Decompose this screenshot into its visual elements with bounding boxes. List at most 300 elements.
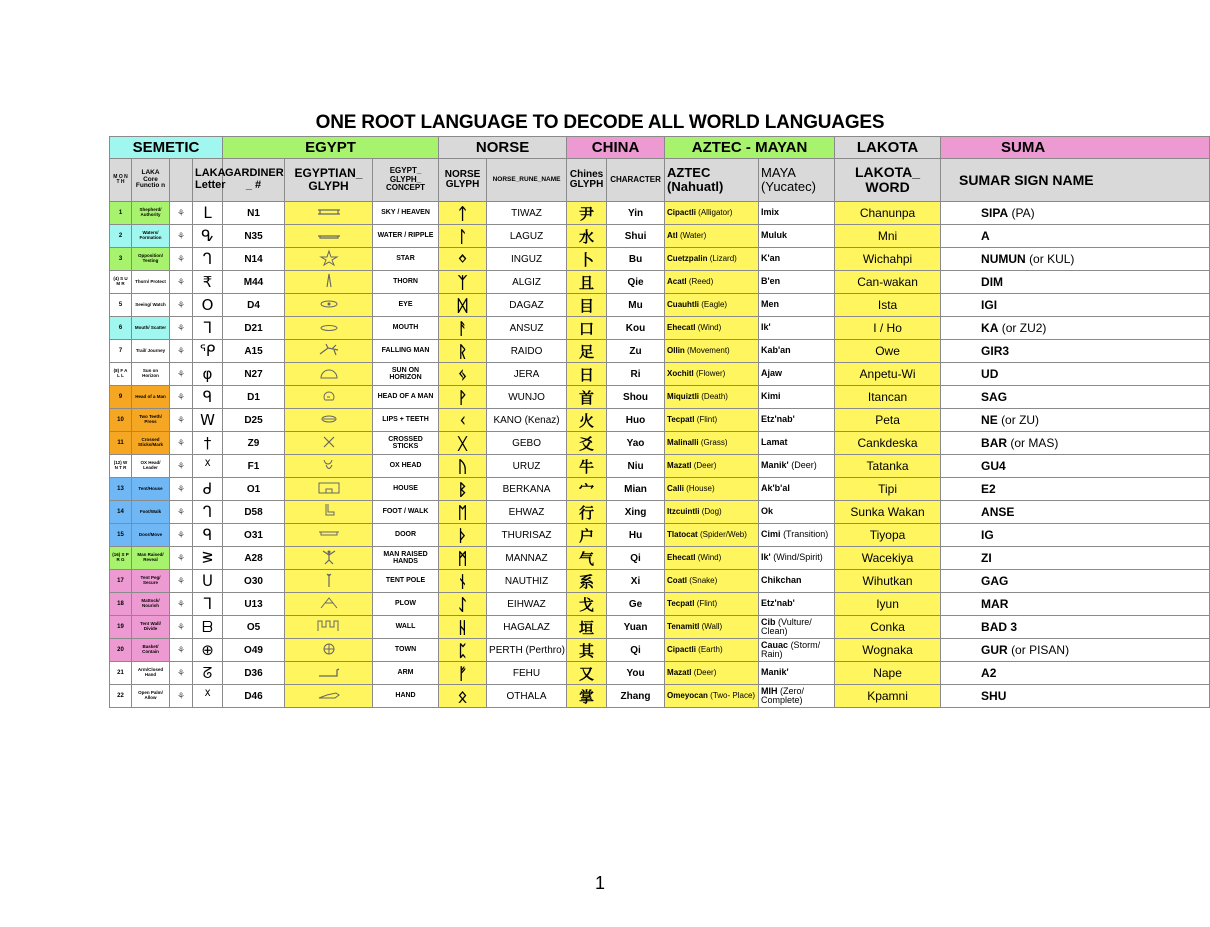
sumar-cell (941, 662, 1210, 685)
month-cell: 17 (110, 570, 132, 593)
core-function-icon: ⚘ (176, 529, 186, 540)
lakota-word-cell: Wacekiya (835, 547, 941, 570)
core-icon-cell (170, 317, 193, 340)
gardiner-cell: D25 (223, 409, 285, 432)
egyptian-glyph-cell (285, 386, 373, 409)
sumar-name: GIR3 (981, 344, 1010, 358)
laka-letter-cell: ᑫ (193, 386, 223, 409)
character-cell: Kou (607, 317, 665, 340)
sumar-note: (or ZU2) (1001, 321, 1047, 335)
rune-name-cell: DAGAZ (487, 294, 567, 317)
month-cell: 21 (110, 662, 132, 685)
core-icon-cell (170, 570, 193, 593)
character-cell: Yin (607, 202, 665, 225)
laka-letter-cell: ᑯ (193, 478, 223, 501)
aztec-cell (665, 593, 759, 616)
egyptian-glyph-cell (285, 593, 373, 616)
sumar-cell (941, 409, 1210, 432)
norse-glyph-cell: ᛜ (439, 248, 487, 271)
arm-glyph-icon (314, 664, 344, 680)
sumar-note: (or KUL) (1029, 252, 1075, 266)
house-glyph-icon (314, 480, 344, 496)
aztec-cell (665, 455, 759, 478)
laka-letter-cell: ᘔ (193, 662, 223, 685)
glyph-concept-cell: HOUSE (373, 478, 439, 501)
table-row (110, 478, 1210, 501)
aztec-name: Mazatl (667, 460, 692, 470)
page-title: ONE ROOT LANGUAGE TO DECODE ALL WORLD LANGUAGES (315, 112, 885, 133)
core-function-icon: ⚘ (176, 414, 186, 425)
head-glyph-icon (314, 388, 344, 404)
character-cell: Shui (607, 225, 665, 248)
maya-name: Muluk (761, 230, 788, 241)
laka-letter-cell: ᒉ (193, 501, 223, 524)
aztec-cell (665, 432, 759, 455)
core-function-icon: ⚘ (176, 667, 186, 678)
core-function-icon: ⚘ (176, 644, 186, 655)
maya-cell (759, 340, 835, 363)
maya-cell (759, 248, 835, 271)
mouth-glyph-icon (314, 319, 344, 335)
aztec-note: (Death) (701, 391, 728, 401)
chinese-glyph-cell: 又 (567, 662, 607, 685)
month-cell: 22 (110, 685, 132, 708)
rune-name-cell: ALGIZ (487, 271, 567, 294)
maya-note: (Deer) (791, 460, 817, 471)
core-function-cell: Seeing/ Watch (132, 294, 170, 317)
core-function-cell: Two Teeth/ Press (132, 409, 170, 432)
chinese-glyph-cell: 日 (567, 363, 607, 386)
table-row (110, 317, 1210, 340)
maya-cell (759, 225, 835, 248)
table-row (110, 547, 1210, 570)
maya-cell (759, 202, 835, 225)
gardiner-cell: O1 (223, 478, 285, 501)
aztec-name: Coatl (667, 575, 688, 585)
col-lakota-word: LAKOTA_ WORD (835, 159, 941, 202)
chinese-glyph-cell: 其 (567, 639, 607, 662)
water-glyph-icon (314, 227, 344, 243)
column-header-row (110, 159, 1210, 202)
egyptian-glyph-cell (285, 524, 373, 547)
chinese-glyph-cell: 尹 (567, 202, 607, 225)
month-cell: 5 (110, 294, 132, 317)
table-body (110, 202, 1210, 708)
gardiner-cell: N1 (223, 202, 285, 225)
maya-note: (Storm/ Rain) (761, 639, 821, 659)
chinese-glyph-cell: 戈 (567, 593, 607, 616)
table-row (110, 432, 1210, 455)
maya-cell (759, 547, 835, 570)
core-function-icon: ⚘ (176, 598, 186, 609)
sumar-cell (941, 478, 1210, 501)
core-function-cell: OX Head/ Leader (132, 455, 170, 478)
table-row (110, 501, 1210, 524)
core-function-cell: Crossed Sticks/Mark (132, 432, 170, 455)
core-function-cell: Mattock/ Nourish (132, 593, 170, 616)
chinese-glyph-cell: 首 (567, 386, 607, 409)
aztec-note: (Dog) (701, 506, 722, 516)
sumar-name: IG (981, 528, 994, 542)
glyph-concept-cell: HEAD OF A MAN (373, 386, 439, 409)
chinese-glyph-cell: 户 (567, 524, 607, 547)
core-icon-cell (170, 409, 193, 432)
month-cell: 1 (110, 202, 132, 225)
month-cell: 14 (110, 501, 132, 524)
aztec-name: Cuetzpalin (667, 253, 708, 263)
aztec-name: Itzcuintli (667, 506, 700, 516)
laka-letter-cell: † (193, 432, 223, 455)
glyph-concept-cell: DOOR (373, 524, 439, 547)
maya-note: (Zero/ Complete) (761, 685, 805, 705)
sumar-cell (941, 386, 1210, 409)
core-function-icon: ⚘ (176, 460, 186, 471)
ox-head-glyph-icon (314, 457, 344, 473)
core-function-cell: Thorn/ Protect (132, 271, 170, 294)
sumar-cell (941, 501, 1210, 524)
wall-glyph-icon (314, 618, 344, 634)
egyptian-glyph-cell (285, 363, 373, 386)
gardiner-cell: A15 (223, 340, 285, 363)
egyptian-glyph-cell (285, 547, 373, 570)
maya-cell (759, 685, 835, 708)
egyptian-glyph-cell (285, 685, 373, 708)
norse-glyph-cell: ᚢ (439, 455, 487, 478)
table-row (110, 570, 1210, 593)
eye-glyph-icon (314, 296, 344, 312)
character-cell: Bu (607, 248, 665, 271)
table-row (110, 662, 1210, 685)
aztec-name: Tecpatl (667, 598, 695, 608)
maya-name: Manik' (761, 667, 789, 678)
star-glyph-icon (314, 250, 344, 266)
norse-glyph-cell: ᛗ (439, 547, 487, 570)
sumar-cell (941, 639, 1210, 662)
core-function-icon: ⚘ (176, 230, 186, 241)
table-row (110, 294, 1210, 317)
maya-name: B'en (761, 276, 781, 287)
core-icon-cell (170, 386, 193, 409)
sumar-cell (941, 340, 1210, 363)
aztec-cell (665, 616, 759, 639)
aztec-cell (665, 340, 759, 363)
norse-glyph-cell: ᛞ (439, 294, 487, 317)
laka-letter-cell: ᕁ (193, 455, 223, 478)
sumar-name: GAG (981, 574, 1009, 588)
sumar-cell (941, 685, 1210, 708)
glyph-concept-cell: OX HEAD (373, 455, 439, 478)
gardiner-cell: D36 (223, 662, 285, 685)
character-cell: Huo (607, 409, 665, 432)
norse-glyph-cell: ᛒ (439, 478, 487, 501)
gardiner-cell: D21 (223, 317, 285, 340)
col-blank (170, 159, 193, 202)
group-egypt: EGYPT (223, 137, 439, 159)
table-row (110, 271, 1210, 294)
norse-glyph-cell: ᚨ (439, 317, 487, 340)
maya-name: Ak'b'al (761, 483, 790, 494)
lakota-word-cell: I / Ho (835, 317, 941, 340)
lakota-word-cell: Ista (835, 294, 941, 317)
gardiner-cell: O31 (223, 524, 285, 547)
aztec-cell (665, 662, 759, 685)
core-function-icon: ⚘ (176, 552, 186, 563)
norse-glyph-cell: ᚺ (439, 616, 487, 639)
month-cell: 11 (110, 432, 132, 455)
character-cell: Qi (607, 639, 665, 662)
maya-cell (759, 570, 835, 593)
laka-letter-cell: ᕁ (193, 685, 223, 708)
lakota-word-cell: Cankdeska (835, 432, 941, 455)
aztec-name: Atl (667, 230, 678, 240)
glyph-concept-cell: HAND (373, 685, 439, 708)
aztec-name: Acatl (667, 276, 687, 286)
character-cell: Xi (607, 570, 665, 593)
norse-glyph-cell: ᚱ (439, 340, 487, 363)
table-row (110, 248, 1210, 271)
aztec-cell (665, 639, 759, 662)
lakota-word-cell: Iyun (835, 593, 941, 616)
aztec-note: (House) (686, 483, 715, 493)
lakota-word-cell: Chanunpa (835, 202, 941, 225)
egyptian-glyph-cell (285, 340, 373, 363)
egyptian-glyph-cell (285, 662, 373, 685)
aztec-name: Mazatl (667, 667, 692, 677)
gardiner-cell: O49 (223, 639, 285, 662)
chinese-glyph-cell: 足 (567, 340, 607, 363)
maya-note: (Wind/Spirit) (773, 552, 823, 563)
rune-name-cell: KANO (Kenaz) (487, 409, 567, 432)
sumar-cell (941, 363, 1210, 386)
table-row (110, 524, 1210, 547)
maya-note: (Vulture/ Clean) (761, 616, 812, 636)
maya-note: (Transition) (783, 529, 829, 540)
gardiner-cell: U13 (223, 593, 285, 616)
col-chines-glyph: Chines GLYPH (567, 159, 607, 202)
maya-cell (759, 593, 835, 616)
aztec-note: (Earth) (698, 644, 723, 654)
egyptian-glyph-cell (285, 455, 373, 478)
col-norse-glyph: NORSE GLYPH (439, 159, 487, 202)
glyph-concept-cell: TOWN (373, 639, 439, 662)
maya-cell (759, 478, 835, 501)
aztec-cell (665, 409, 759, 432)
sumar-cell (941, 593, 1210, 616)
aztec-name: Omeyocan (667, 690, 708, 700)
core-function-cell: Arm/Closed Hand (132, 662, 170, 685)
aztec-note: (Deer) (693, 667, 717, 677)
laka-letter-cell: ᒉ (193, 248, 223, 271)
core-icon-cell (170, 524, 193, 547)
aztec-note: (Lizard) (709, 253, 737, 263)
character-cell: Zu (607, 340, 665, 363)
table-row (110, 386, 1210, 409)
door-glyph-icon (314, 526, 344, 542)
character-cell: Hu (607, 524, 665, 547)
gardiner-cell: D58 (223, 501, 285, 524)
maya-cell (759, 317, 835, 340)
maya-name: Kimi (761, 391, 781, 402)
rune-name-cell: LAGUZ (487, 225, 567, 248)
egyptian-glyph-cell (285, 409, 373, 432)
core-function-icon: ⚘ (176, 437, 186, 448)
sumar-name: KA (981, 321, 999, 335)
maya-name: Ik' (761, 552, 771, 563)
character-cell: Zhang (607, 685, 665, 708)
character-cell: You (607, 662, 665, 685)
laka-letter-cell: ᕴ (193, 225, 223, 248)
sumar-name: SAG (981, 390, 1008, 404)
language-table-viewport[interactable] (109, 136, 1094, 734)
aztec-name: Calli (667, 483, 684, 493)
norse-glyph-cell: ᚹ (439, 386, 487, 409)
egyptian-glyph-cell (285, 639, 373, 662)
core-function-icon: ⚘ (176, 483, 186, 494)
month-cell: 20 (110, 639, 132, 662)
lakota-word-cell: Itancan (835, 386, 941, 409)
month-cell: 6 (110, 317, 132, 340)
month-cell: 10 (110, 409, 132, 432)
aztec-cell (665, 685, 759, 708)
norse-glyph-cell: ᛃ (439, 363, 487, 386)
table-row (110, 409, 1210, 432)
glyph-concept-cell: CROSSED STICKS (373, 432, 439, 455)
group-lakota: LAKOTA (835, 137, 941, 159)
glyph-concept-cell: THORN (373, 271, 439, 294)
egyptian-glyph-cell (285, 248, 373, 271)
table-row (110, 225, 1210, 248)
group-aztec-mayan: AZTEC - MAYAN (665, 137, 835, 159)
core-icon-cell (170, 248, 193, 271)
chinese-glyph-cell: 牛 (567, 455, 607, 478)
egyptian-glyph-cell (285, 271, 373, 294)
maya-name: K'an (761, 253, 781, 264)
core-function-cell: Waters/ Formation (132, 225, 170, 248)
lakota-word-cell: Owe (835, 340, 941, 363)
aztec-note: (Spider/Web) (699, 529, 747, 539)
core-icon-cell (170, 639, 193, 662)
sumar-name: GU4 (981, 459, 1006, 473)
maya-name: Ik' (761, 322, 771, 333)
core-icon-cell (170, 547, 193, 570)
page-number: 1 (594, 873, 605, 893)
aztec-note: (Movement) (687, 345, 730, 355)
gardiner-cell: N27 (223, 363, 285, 386)
gardiner-cell: O5 (223, 616, 285, 639)
aztec-name: Ollin (667, 345, 685, 355)
man-raised-glyph-icon (314, 549, 344, 565)
rune-name-cell: INGUZ (487, 248, 567, 271)
chinese-glyph-cell: 垣 (567, 616, 607, 639)
sumar-name: NE (981, 413, 998, 427)
laka-letter-cell: ᑫ (193, 524, 223, 547)
aztec-cell (665, 386, 759, 409)
rune-name-cell: WUNJO (487, 386, 567, 409)
lakota-word-cell: Peta (835, 409, 941, 432)
sumar-name: A2 (981, 666, 997, 680)
laka-letter-cell: O (193, 294, 223, 317)
core-icon-cell (170, 294, 193, 317)
chinese-glyph-cell: 掌 (567, 685, 607, 708)
core-icon-cell (170, 363, 193, 386)
aztec-name: Cipactli (667, 644, 696, 654)
maya-cell (759, 294, 835, 317)
aztec-cell (665, 363, 759, 386)
norse-glyph-cell: ᛈ (439, 639, 487, 662)
chinese-glyph-cell: 爻 (567, 432, 607, 455)
col-month: M O N T H (110, 159, 132, 202)
egyptian-glyph-cell (285, 616, 373, 639)
core-function-cell: Mouth/ Scatter (132, 317, 170, 340)
aztec-note: (Flint) (696, 414, 718, 424)
glyph-concept-cell: STAR (373, 248, 439, 271)
laka-letter-cell: ⊕ (193, 639, 223, 662)
laka-letter-cell: ₹ (193, 271, 223, 294)
egyptian-glyph-cell (285, 294, 373, 317)
plow-glyph-icon (314, 595, 344, 611)
laka-letter-cell: φ (193, 363, 223, 386)
core-function-cell: Open Palm/ Allow (132, 685, 170, 708)
aztec-name: Tlatocat (667, 529, 698, 539)
gardiner-cell: O30 (223, 570, 285, 593)
laka-letter-cell: ᒪ (193, 202, 223, 225)
aztec-cell (665, 524, 759, 547)
maya-cell (759, 501, 835, 524)
aztec-name: Miquiztli (667, 391, 700, 401)
maya-name: Men (761, 299, 780, 310)
glyph-concept-cell: EYE (373, 294, 439, 317)
rune-name-cell: GEBO (487, 432, 567, 455)
norse-glyph-cell: ᚲ (439, 409, 487, 432)
gardiner-cell: N14 (223, 248, 285, 271)
table-row (110, 685, 1210, 708)
aztec-cell (665, 294, 759, 317)
egyptian-glyph-cell (285, 570, 373, 593)
sumar-note: (or MAS) (1010, 436, 1059, 450)
month-cell: (16) S P R G (110, 547, 132, 570)
glyph-concept-cell: SKY / HEAVEN (373, 202, 439, 225)
sumar-cell (941, 225, 1210, 248)
aztec-name: Xochitl (667, 368, 694, 378)
maya-name: Imix (761, 207, 780, 218)
laka-letter-cell: ᕒ (193, 547, 223, 570)
month-cell: (8) F A L L (110, 363, 132, 386)
core-icon-cell (170, 271, 193, 294)
sumar-note: (or PISAN) (1011, 643, 1070, 657)
tent-pole-glyph-icon (314, 572, 344, 588)
aztec-note: (Grass) (700, 437, 728, 447)
sumar-name: ZI (981, 551, 992, 565)
core-icon-cell (170, 616, 193, 639)
col-sumar: SUMAR SIGN NAME (941, 159, 1210, 202)
core-function-cell: Man Raised/ Reveal (132, 547, 170, 570)
character-cell: Yao (607, 432, 665, 455)
core-function-icon: ⚘ (176, 690, 186, 701)
core-function-icon: ⚘ (176, 299, 186, 310)
sumar-cell (941, 248, 1210, 271)
thorn-glyph-icon (314, 273, 344, 289)
character-cell: Yuan (607, 616, 665, 639)
aztec-note: (Flower) (695, 368, 726, 378)
rune-name-cell: EIHWAZ (487, 593, 567, 616)
sumar-cell (941, 432, 1210, 455)
core-function-cell: Head of a Man (132, 386, 170, 409)
aztec-cell (665, 202, 759, 225)
core-icon-cell (170, 501, 193, 524)
glyph-concept-cell: PLOW (373, 593, 439, 616)
core-function-cell: Trail/ Journey (132, 340, 170, 363)
core-function-icon: ⚘ (176, 368, 186, 379)
